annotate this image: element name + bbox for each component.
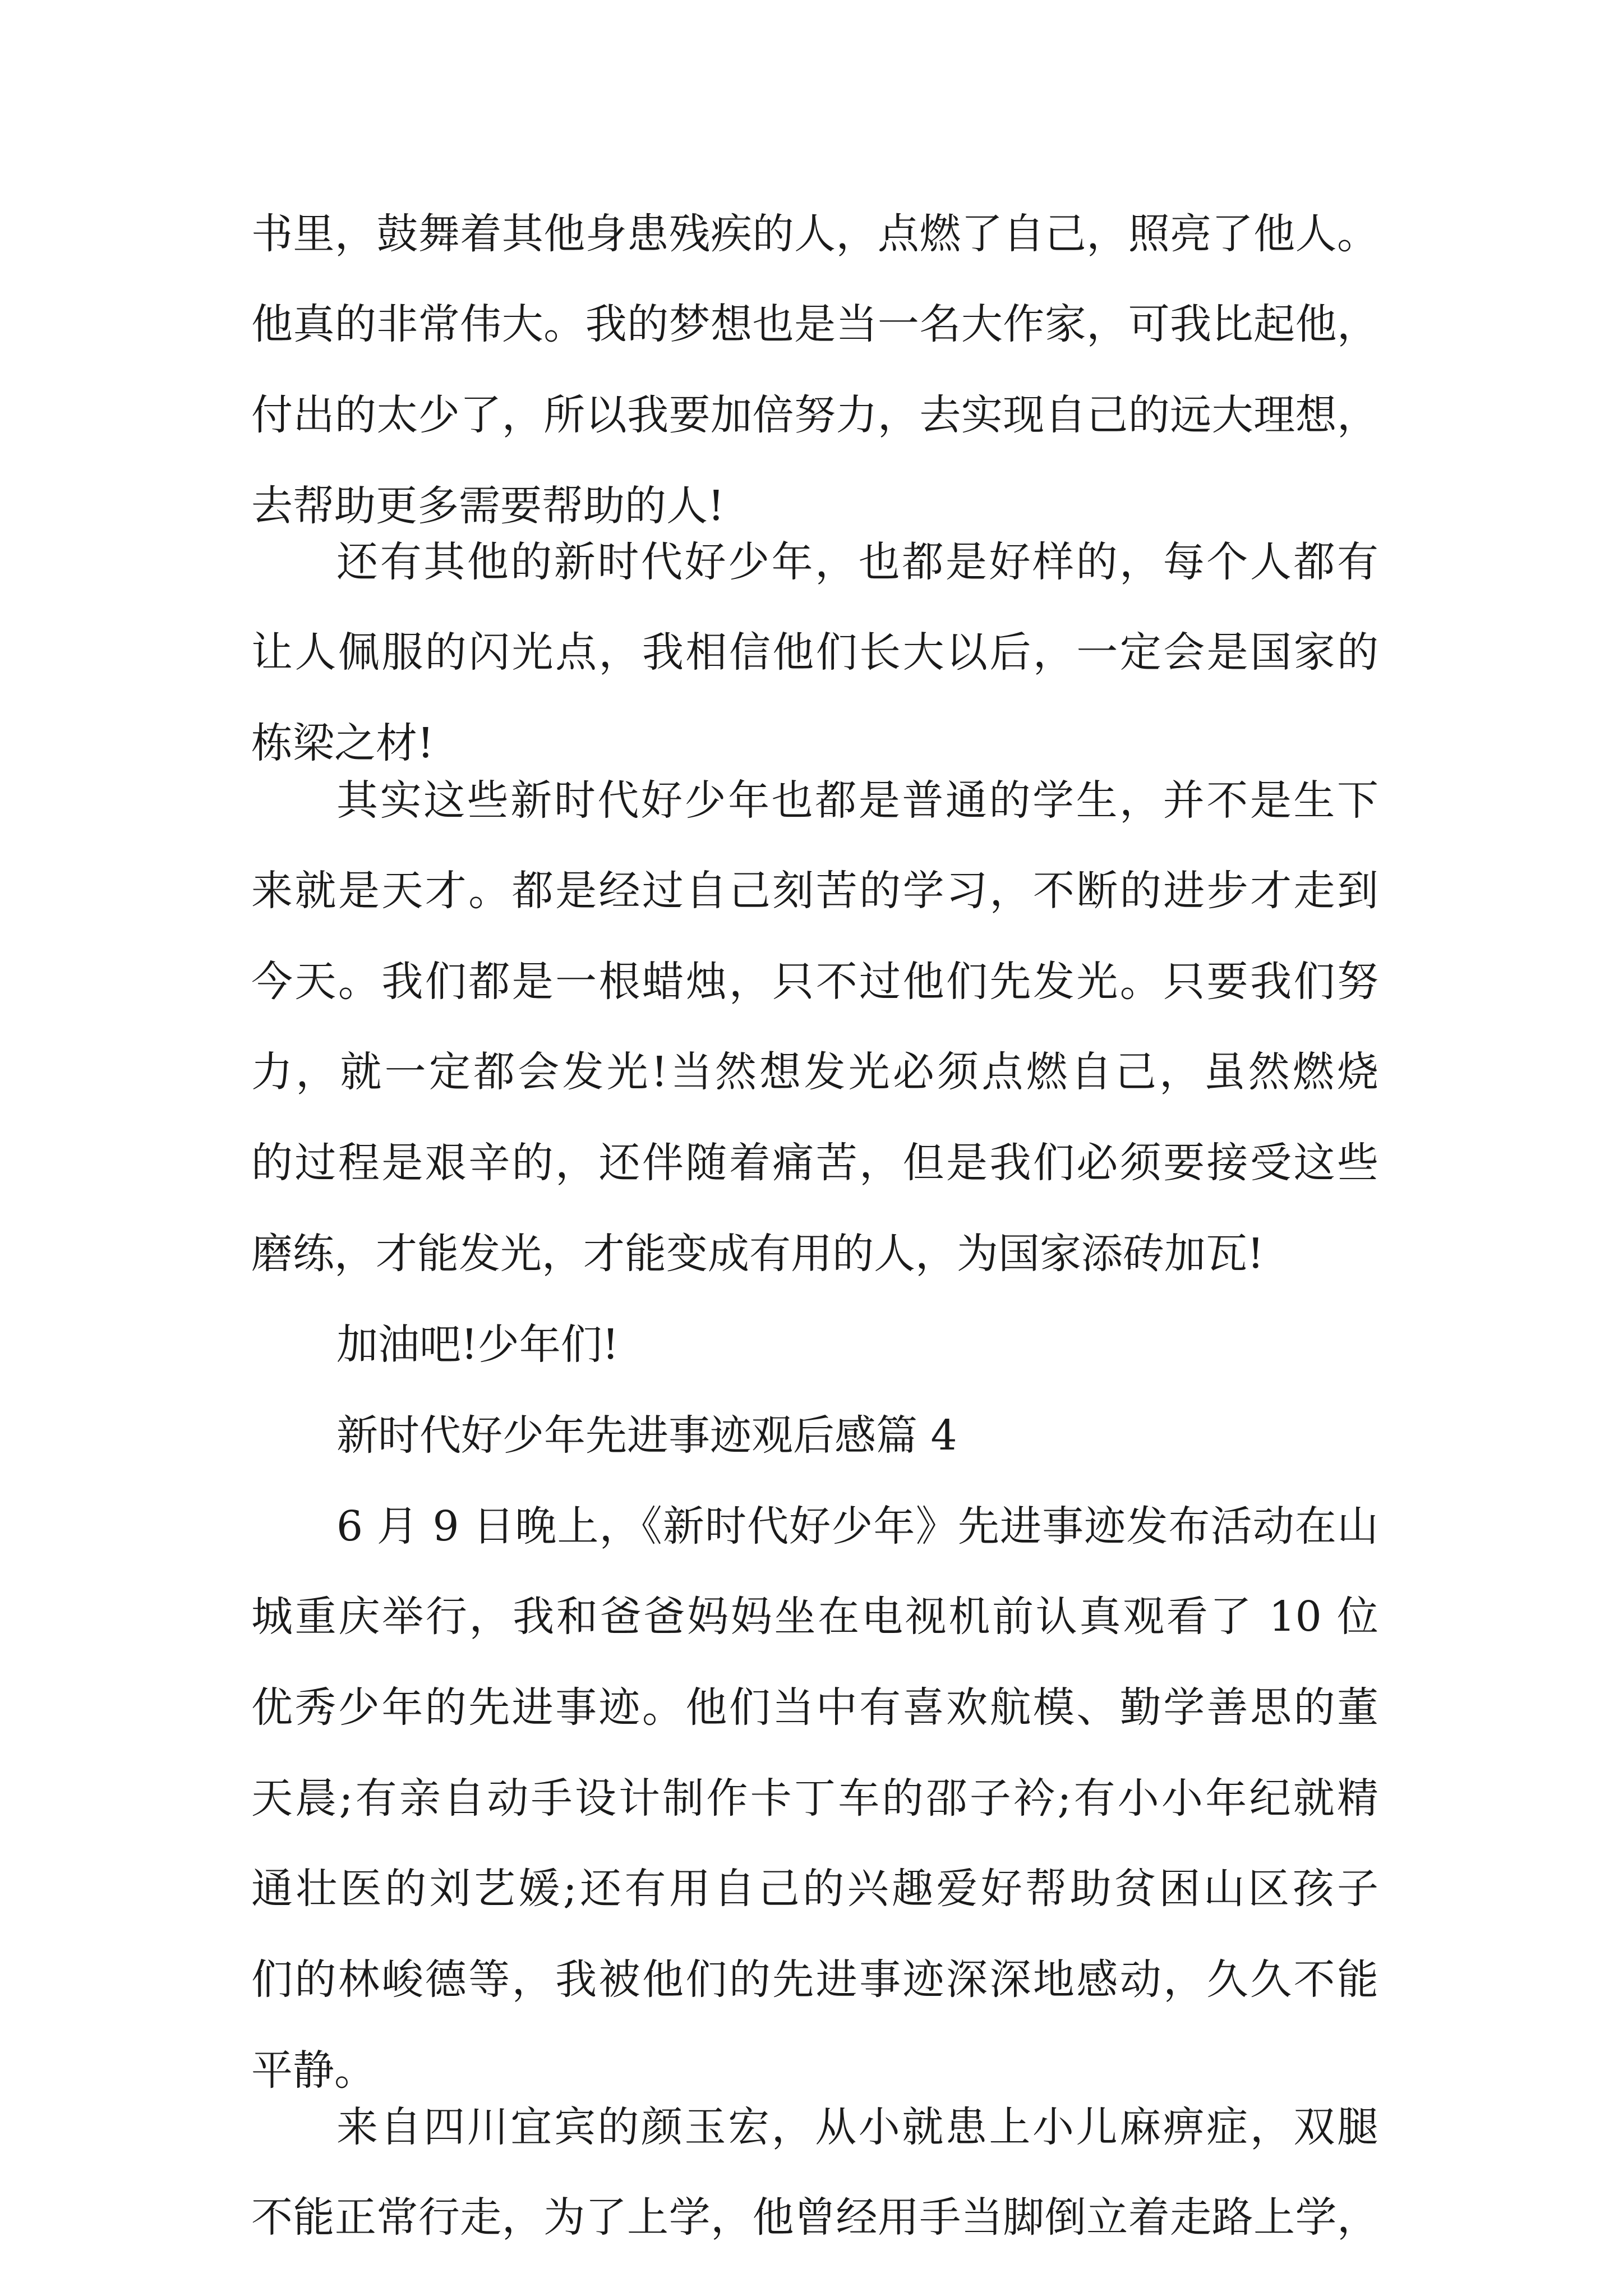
text-line: 他真的非常伟大。我的梦想也是当一名大作家，可我比起他，	[251, 300, 1378, 348]
text-line: 不能正常行走，为了上学，他曾经用手当脚倒立着走路上学，	[251, 2193, 1378, 2242]
text-line: 让人佩服的闪光点，我相信他们长大以后，一定会是国家的	[251, 628, 1378, 677]
text-line: 来就是天才。都是经过自己刻苦的学习，不断的进步才走到	[251, 867, 1378, 915]
text-line: 今天。我们都是一根蜡烛，只不过他们先发光。只要我们努	[251, 958, 1378, 1006]
text-line: 付出的太少了，所以我要加倍努力，去实现自己的远大理想，	[251, 391, 1378, 439]
text-line: 通壮医的刘艺媛;还有用自己的兴趣爱好帮助贫困山区孩子	[251, 1865, 1378, 1913]
text-line: 力，就一定都会发光!当然想发光必须点燃自己，虽然燃烧	[251, 1048, 1378, 1096]
text-line: 的过程是艰辛的，还伴随着痛苦，但是我们必须要接受这些	[251, 1139, 1378, 1187]
text-line: 6 月 9 日晚上，《新时代好少年》先进事迹发布活动在山	[336, 1502, 1378, 1550]
text-line: 优秀少年的先进事迹。他们当中有喜欢航模、勤学善思的董	[251, 1683, 1378, 1732]
text-line: 城重庆举行，我和爸爸妈妈坐在电视机前认真观看了 10 位	[251, 1593, 1378, 1641]
text-line: 还有其他的新时代好少年，也都是好样的，每个人都有	[336, 538, 1378, 586]
section-heading: 新时代好少年先进事迹观后感篇 4	[336, 1411, 957, 1460]
text-line: 加油吧!少年们!	[336, 1320, 619, 1369]
text-line: 平静。	[251, 2046, 376, 2095]
text-line: 去帮助更多需要帮助的人!	[251, 482, 725, 530]
text-line: 其实这些新时代好少年也都是普通的学生，并不是生下	[336, 776, 1378, 825]
text-line: 们的林峻德等，我被他们的先进事迹深深地感动，久久不能	[251, 1955, 1378, 2004]
text-line: 来自四川宜宾的颜玉宏，从小就患上小儿麻痹症，双腿	[336, 2103, 1378, 2151]
text-line: 天晨;有亲自动手设计制作卡丁车的邵子衿;有小小年纪就精	[251, 1774, 1378, 1823]
text-line: 磨练，才能发光，才能变成有用的人，为国家添砖加瓦!	[251, 1230, 1264, 1278]
text-line: 书里，鼓舞着其他身患残疾的人，点燃了自己，照亮了他人。	[251, 210, 1378, 258]
text-line: 栋梁之材!	[251, 719, 434, 767]
